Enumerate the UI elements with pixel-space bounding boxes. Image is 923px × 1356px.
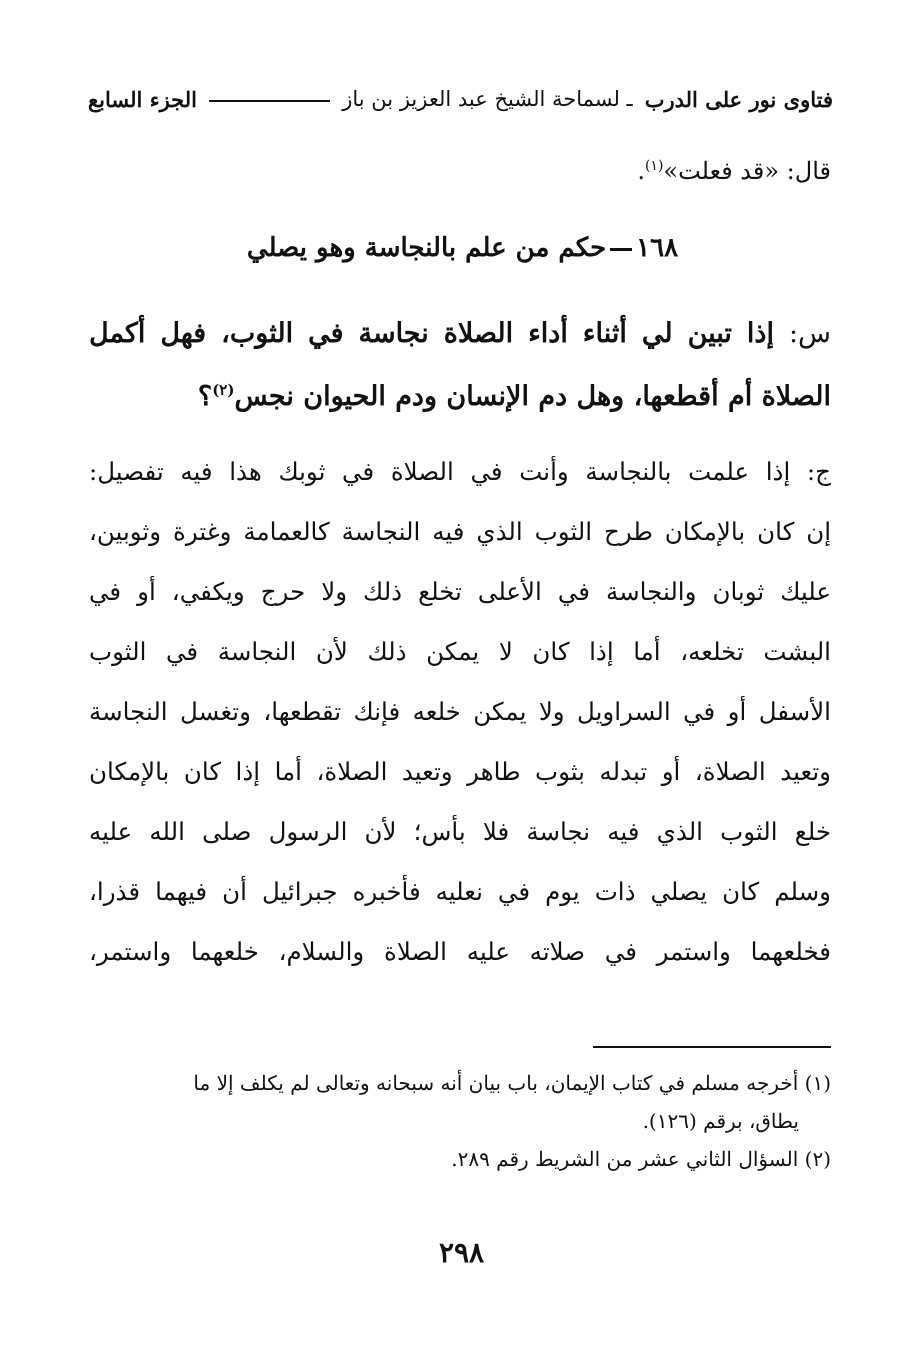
footnote-1 [86, 1064, 831, 1102]
answer-line: الأسفل أو في السراويل ولا يمكن خلعه فإنك تقطعها، وتغسل النجاسة [89, 697, 831, 726]
footnote-number: (١) [804, 1071, 831, 1095]
heading-dash [610, 248, 632, 251]
footnote-ref-2[interactable]: (٢) [212, 381, 235, 399]
quote-text: قال: «قد فعلت» [663, 157, 831, 185]
answer-line: إن كان بالإمكان طرح الثوب الذي فيه النجاسة كالعمامة وغترة وثوبين، [89, 517, 831, 546]
section-heading [90, 226, 835, 270]
footnote-2 [86, 1140, 831, 1178]
answer-line: ج: إذا علمت بالنجاسة وأنت في الصلاة في ثوبك هذا فيه تفصيل: [89, 457, 831, 486]
header-rule [209, 100, 330, 102]
question-text: إذا تبين لي أثناء أداء الصلاة نجاسة في الثوب، فهل أكمل الصلاة أم أقطعها، وهل دم الإنسان ودم الحيوان نجس [89, 318, 831, 412]
answer-line: خلع الثوب الذي فيه نجاسة فلا بأس؛ لأن الرسول صلى الله عليه [89, 817, 831, 846]
question-label: س: [788, 318, 831, 349]
answer-line: عليك ثوبان والنجاسة في الأعلى تخلع ذلك ولا حرج ويكفي، أو في [89, 577, 831, 606]
footnote-ref-1[interactable]: (١) [644, 158, 664, 174]
quote-end: . [637, 157, 645, 185]
answer-block [89, 442, 831, 982]
footnotes [86, 1064, 831, 1178]
author-name: ـ لسماحة الشيخ عبد العزيز بن باز [342, 87, 633, 111]
footnote-1-continued: يطاق، برقم (١٢٦). [642, 1109, 799, 1133]
quote-line [91, 146, 831, 191]
footnote-separator [593, 1046, 831, 1048]
section-number: ١٦٨ [636, 233, 679, 263]
volume-part: الجزء السابع [88, 86, 197, 112]
answer-line: وتعيد الصلاة، أو تبدله بثوب طاهر وتعيد الصلاة، أما إذا كان بالإمكان [89, 757, 831, 786]
answer-line: وسلم كان يصلي ذات يوم في نعليه فأخبره جبرائيل أن فيهما قذرا، [89, 877, 831, 906]
answer-line: فخلعهما واستمر في صلاته عليه الصلاة والسلام، خلعهما واستمر، [89, 937, 831, 966]
answer-line: البشت تخلعه، أما إذا كان لا يمكن ذلك لأن النجاسة في الثوب [89, 637, 831, 666]
section-title-text: حكم من علم بالنجاسة وهو يصلي [246, 233, 607, 263]
footnote-number: (٢) [804, 1147, 831, 1171]
running-header [88, 82, 833, 116]
question-mark: ؟ [197, 381, 213, 412]
page-number: ٢٩٨ [438, 1236, 485, 1269]
footnote-text: السؤال الثاني عشر من الشريط رقم ٢٨٩. [451, 1147, 799, 1171]
footnote-text: أخرجه مسلم في كتاب الإيمان، باب بيان أنه سبحانه وتعالى لم يكلف إلا ما [193, 1071, 799, 1095]
book-title: فتاوى نور على الدرب [644, 86, 833, 112]
question-block [89, 306, 831, 425]
